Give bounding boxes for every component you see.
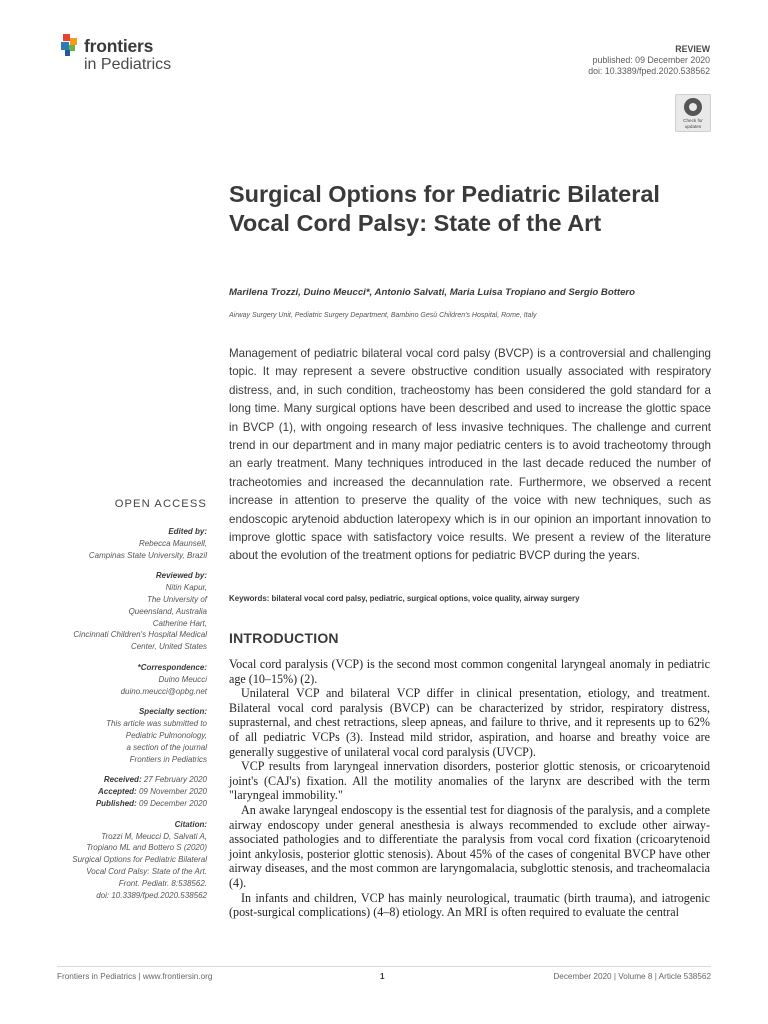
- journal-logo[interactable]: [57, 32, 197, 78]
- check-updates-icon: [684, 98, 702, 116]
- abstract: Management of pediatric bilateral vocal cord palsy (BVCP) is a controversial and challenging topic. It may represent a severe obstructive condition usually associated with respiratory distress, and, in such condition, tracheostomy has been considered the gold standard for a long time. Many surgical options have been described and used to increase the glottic space in BVCP (1), with ongoing research of less invasive techniques. The challenge and current trend in our department and in many major pediatric centers is to avoid tracheotomy through an early treatment. Many techniques introduced in the last decade reduced the number of tracheotomies and increased the decannulation rate. Furthermore, we observed a recent increase in attention to preserve the quality of the voice with new techniques, such as endoscopic arytenoid abduction lateropexy which is in our opinion an important innovation to improve glottic space with satisfactory voice results. We present a review of the literature about the evolution of the treatment options for pediatric BVCP during the years.: [229, 347, 711, 563]
- page-number: 1: [380, 972, 385, 981]
- check-for-updates-button[interactable]: Check for updates: [675, 94, 711, 132]
- affiliation: Airway Surgery Unit, Pediatric Surgery Department, Bambino Gesù Children's Hospital, Rome, Italy: [229, 312, 537, 319]
- footer-journal-link[interactable]: Frontiers in Pediatrics | www.frontiersin.org: [57, 972, 213, 981]
- open-access-label: OPEN ACCESS: [114, 498, 207, 510]
- paragraph: An awake laryngeal endoscopy is the essential test for diagnosis of the paralysis, and a complete airway endoscopy under general anesthesia is always recommended to exclude other airway-associated pathologies and to differentiate the paralysis from vocal cord fixation (cricoarytenoid joint ankylosis, posterior glottic stenosis). About 45% of the cases of congenital BVCP have other airway diseases, and the most common are laryngomalacia, subglottic stenosis, and tracheomalacia (4).: [229, 802, 710, 890]
- author-list[interactable]: Marilena Trozzi, Duino Meucci*, Antonio Salvati, Maria Luisa Tropiano and Sergio Bottero: [229, 287, 636, 298]
- paragraph: In infants and children, VCP has mainly neurological, traumatic (birth trauma), and iatrogenic (post-surgical complications) (4–8) etiology. An MRI is often required to evaluate the central: [229, 890, 710, 920]
- specialty-section: Specialty section: This article was submitted to Pediatric Pulmonology, a section of the journal Frontiers in Pediatrics: [106, 707, 207, 764]
- brand-frontiers: frontiers: [84, 36, 154, 56]
- paragraph: Vocal cord paralysis (VCP) is the second most common congenital laryngeal anomaly in pediatric age (10–15%) (2).: [229, 657, 710, 686]
- correspondence: *Correspondence: Duino Meucci duino.meucci@opbg.net: [40, 662, 207, 697]
- article-meta: [588, 44, 710, 77]
- citation: Citation: Trozzi M, Meucci D, Salvati A, Tropiano ML and Bottero S (2020) Surgical Options for Pediatric Bilateral Vocal Cord Palsy: State of the Art. Front. Pediatr. 8:538562. doi: 10.3389/fped.2020.538562: [40, 819, 207, 902]
- article-dates: Received: 27 February 2020 Accepted: 09 November 2020 Published: 09 December 2020: [95, 775, 207, 808]
- sidebar-info: [40, 526, 207, 910]
- reviewed-by: Reviewed by: Nitin Kapur, The University of Queensland, Australia Catherine Hart, Cincinnati Children's Hospital Medical Center, United States: [73, 571, 207, 652]
- paragraph: VCP results from laryngeal innervation disorders, posterior glottic stenosis, or cricoarytenoid joint's (CAJ's) fixation. All the motility anomalies of the larynx are described with the term "laryngeal immobility.": [229, 759, 710, 803]
- citation-doi-link[interactable]: doi: 10.3389/fped.2020.538562: [96, 890, 207, 900]
- paragraph: Unilateral VCP and bilateral VCP differ in clinical presentation, etiology, and treatment. Bilateral vocal cord paralysis (BVCP) can be characterized by stridor, respiratory distress, suprasternal, and chest retractions, sleep apneas, and failure to thrive, and it represents up to 62% of all pediatric VCPs (3). Instead mild stridor, aspiration, and hoarse and breathy voice are generally suggestive of unilateral vocal cord paralysis (UVCP).: [229, 686, 710, 759]
- article-title: Surgical Options for Pediatric Bilateral Vocal Cord Palsy: State of the Art: [229, 181, 660, 236]
- frontiers-logo-icon: [57, 34, 83, 60]
- body-text: [229, 657, 710, 920]
- footer-divider: [57, 966, 711, 967]
- edited-by: Edited by: Rebecca Maunsell, Campinas State University, Brazil: [88, 527, 207, 560]
- keywords: Keywords: bilateral vocal cord palsy, pediatric, surgical options, voice quality, airway surgery: [229, 594, 580, 603]
- correspondence-email-link[interactable]: duino.meucci@opbg.net: [120, 686, 207, 696]
- published-date: published: 09 December 2020: [592, 55, 710, 65]
- section-heading: INTRODUCTION: [229, 630, 339, 646]
- brand-journal: in Pediatrics: [84, 56, 172, 73]
- article-type: REVIEW: [675, 44, 710, 54]
- doi[interactable]: doi: 10.3389/fped.2020.538562: [588, 66, 710, 76]
- footer-issue-info: December 2020 | Volume 8 | Article 538562: [553, 972, 711, 981]
